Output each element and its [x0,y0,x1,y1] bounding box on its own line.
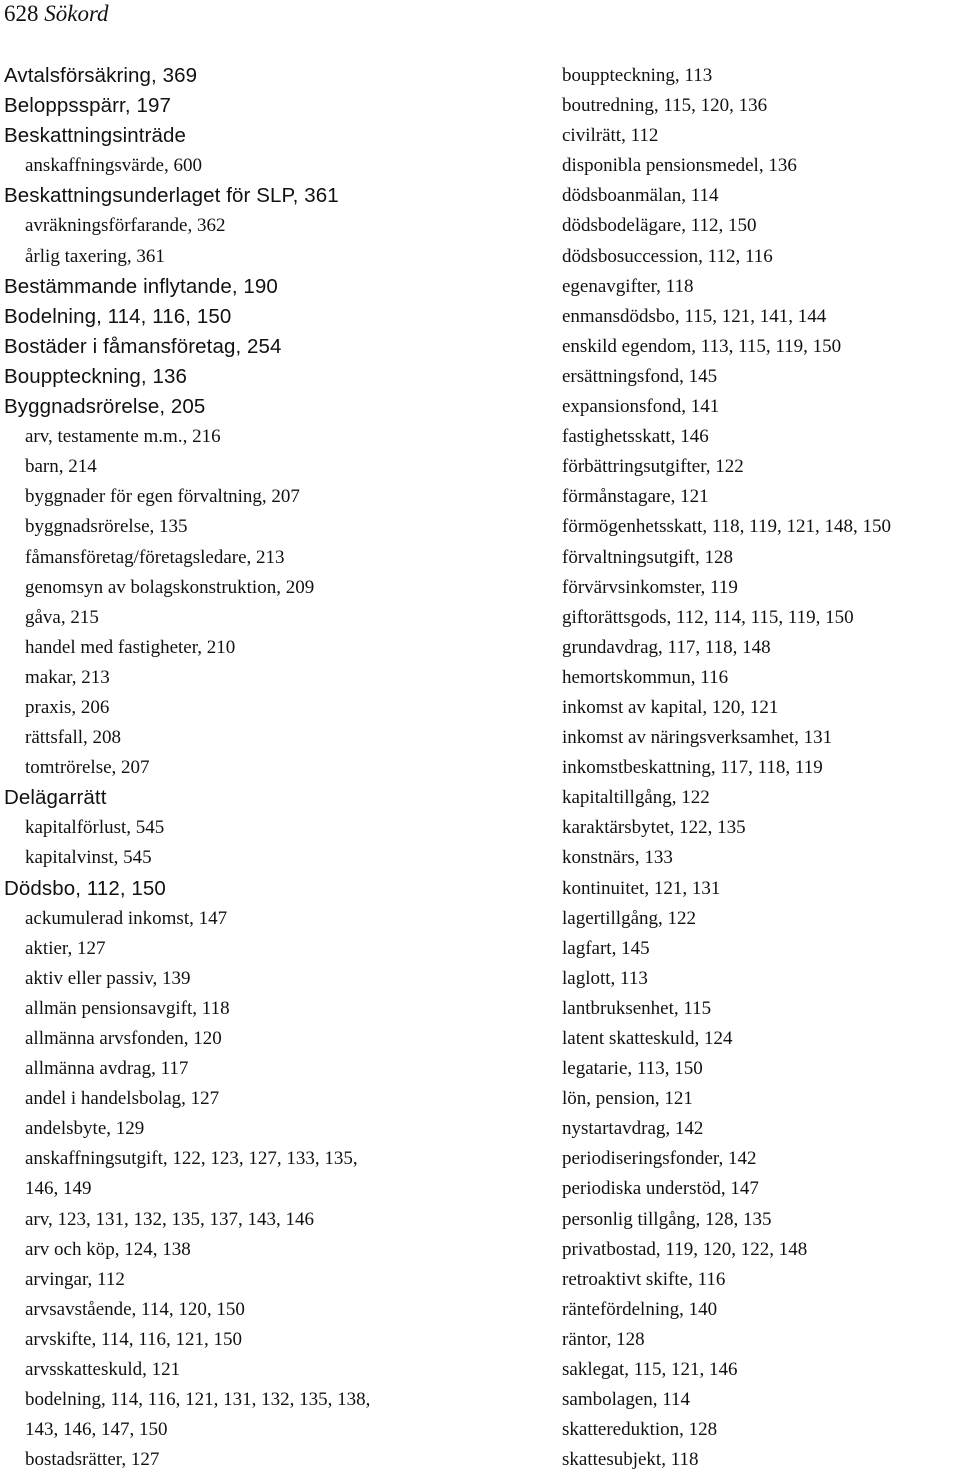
index-entry: fastighetsskatt, 146 [562,426,709,448]
index-entry: arv, 123, 131, 132, 135, 137, 143, 146 [25,1208,315,1230]
index-entry: inkomst av näringsverksamhet, 131 [562,727,833,749]
index-entry: lantbruksenhet, 115 [562,997,712,1019]
index-entry: kapitalvinst, 545 [25,847,152,869]
index-entry: räntor, 128 [562,1328,645,1350]
index-entry: praxis, 206 [25,696,110,718]
index-entry: sambolagen, 114 [562,1389,691,1411]
index-entry: egenavgifter, 118 [562,275,694,297]
index-entry: genomsyn av bolagskonstruktion, 209 [25,576,315,598]
index-entry: handel med fastigheter, 210 [25,636,236,658]
section-title: Sökord [44,1,109,26]
index-entry: lagfart, 145 [562,937,650,959]
index-entry: arvsskatteskuld, 121 [25,1359,181,1381]
index-entry: förvaltningsutgift, 128 [562,546,733,568]
index-entry: boutredning, 115, 120, 136 [562,95,768,117]
index-entry: giftorättsgods, 112, 114, 115, 119, 150 [562,606,854,628]
index-entry: latent skatteskuld, 124 [562,1028,733,1049]
index-entry: periodiseringsfonder, 142 [562,1148,757,1170]
index-entry: civilrätt, 112 [562,125,659,147]
index-entry-heading: Bodelning, 114, 116, 150 [4,304,232,328]
index-entry: enskild egendom, 113, 115, 119, 150 [562,335,842,357]
index-entry: karaktärsbytet, 122, 135 [562,817,746,839]
index-entry-heading: Delägarrätt [4,786,107,810]
index-entry-heading: Bestämmande inflytande, 190 [4,274,278,298]
index-entry: disponibla pensionsmedel, 136 [562,155,797,177]
index-entry-heading: Avtalsförsäkring, 369 [4,64,198,87]
page-header [4,0,109,28]
index-entry: bouppteckning, 113 [562,65,713,86]
index-entry: byggnadsrörelse, 135 [25,516,188,538]
index-entry-heading: Dödsbo, 112, 150 [4,876,166,900]
index-entry-heading: Bostäder i fåmansföretag, 254 [4,334,282,358]
index-entry-heading: Beskattningsunderlaget för SLP, 361 [4,184,339,208]
index-entry: förmögenhetsskatt, 118, 119, 121, 148, 150 [562,516,891,538]
index-entry: byggnader för egen förvaltning, 207 [25,486,300,508]
index-entry: arvsavstående, 114, 120, 150 [25,1298,245,1320]
index-entry: allmän pensionsavgift, 118 [25,997,230,1019]
index-entry: grundavdrag, 117, 118, 148 [562,636,771,658]
index-entry: arvskifte, 114, 116, 121, 150 [25,1328,243,1350]
index-entry: aktiv eller passiv, 139 [25,967,191,989]
index-entry: skattereduktion, 128 [562,1419,718,1441]
index-entry: årlig taxering, 361 [25,245,165,267]
index-entry: rättsfall, 208 [25,727,122,749]
index-entry: ersättningsfond, 145 [562,365,718,387]
index-entry: konstnärs, 133 [562,847,673,869]
index-entry: inkomst av kapital, 120, 121 [562,696,779,718]
index-entry: nystartavdrag, 142 [562,1118,704,1140]
index-column-left [4,61,524,1475]
index-entry: dödsbodelägare, 112, 150 [562,215,757,237]
index-entry: bodelning, 114, 116, 121, 131, 132, 135, 138, [25,1389,371,1411]
index-entry: förmånstagare, 121 [562,486,709,508]
index-entry: arvingar, 112 [25,1268,125,1290]
index-entry: andelsbyte, 129 [25,1118,145,1140]
index-entry: aktier, 127 [25,937,106,959]
index-entry: inkomstbeskattning, 117, 118, 119 [562,757,823,779]
index-entry: anskaffningsutgift, 122, 123, 127, 133, 135, [25,1148,358,1170]
index-entry: legatarie, 113, 150 [562,1058,703,1080]
index-entry: förbättringsutgifter, 122 [562,456,744,478]
index-entry-heading: Beskattningsinträde [4,124,186,148]
index-entry: 143, 146, 147, 150 [25,1419,168,1441]
index-entry: expansionsfond, 141 [562,396,720,418]
index-entry: barn, 214 [25,456,97,478]
index-entry: 146, 149 [25,1178,92,1200]
index-entry: anskaffningsvärde, 600 [25,155,202,177]
index-entry: dödsboanmälan, 114 [562,185,719,207]
index-entry-heading: Byggnadsrörelse, 205 [4,395,206,419]
index-entry: periodiska understöd, 147 [562,1178,759,1200]
index-entry: dödsbosuccession, 112, 116 [562,245,773,267]
index-entry: enmansdödsbo, 115, 121, 141, 144 [562,305,827,327]
index-entry: retroaktivt skifte, 116 [562,1268,726,1290]
index-entry-heading: Bouppteckning, 136 [4,364,188,388]
index-entry: kapitalförlust, 545 [25,817,165,839]
index-entry: arv och köp, 124, 138 [25,1238,191,1260]
index-entry: andel i handelsbolag, 127 [25,1088,220,1110]
index-entry: gåva, 215 [25,606,99,628]
index-entry: arv, testamente m.m., 216 [25,426,221,448]
index-entry: privatbostad, 119, 120, 122, 148 [562,1238,808,1260]
index-entry: lön, pension, 121 [562,1088,693,1110]
index-entry: makar, 213 [25,666,110,688]
index-entry: personlig tillgång, 128, 135 [562,1208,772,1230]
index-entry: kapitaltillgång, 122 [562,787,710,809]
index-entry: saklegat, 115, 121, 146 [562,1359,738,1381]
index-entry: ackumulerad inkomst, 147 [25,907,228,929]
index-entry: räntefördelning, 140 [562,1298,718,1320]
index-entry: bostadsrätter, 127 [25,1449,160,1471]
index-column-right [562,61,958,1475]
index-entry: kontinuitet, 121, 131 [562,877,721,899]
index-entry-heading: Beloppsspärr, 197 [4,94,171,118]
index-entry: allmänna avdrag, 117 [25,1058,189,1080]
index-entry: allmänna arvsfonden, 120 [25,1028,222,1049]
index-entry: förvärvsinkomster, 119 [562,576,738,598]
page-number: 628 [4,1,39,26]
index-entry: skattesubjekt, 118 [562,1449,699,1471]
index-entry: lagertillgång, 122 [562,907,697,929]
index-entry: laglott, 113 [562,967,648,989]
index-entry: hemortskommun, 116 [562,666,729,688]
index-entry: fåmansföretag/företagsledare, 213 [25,546,285,568]
index-entry: tomtrörelse, 207 [25,757,150,779]
index-entry: avräkningsförfarande, 362 [25,215,226,237]
